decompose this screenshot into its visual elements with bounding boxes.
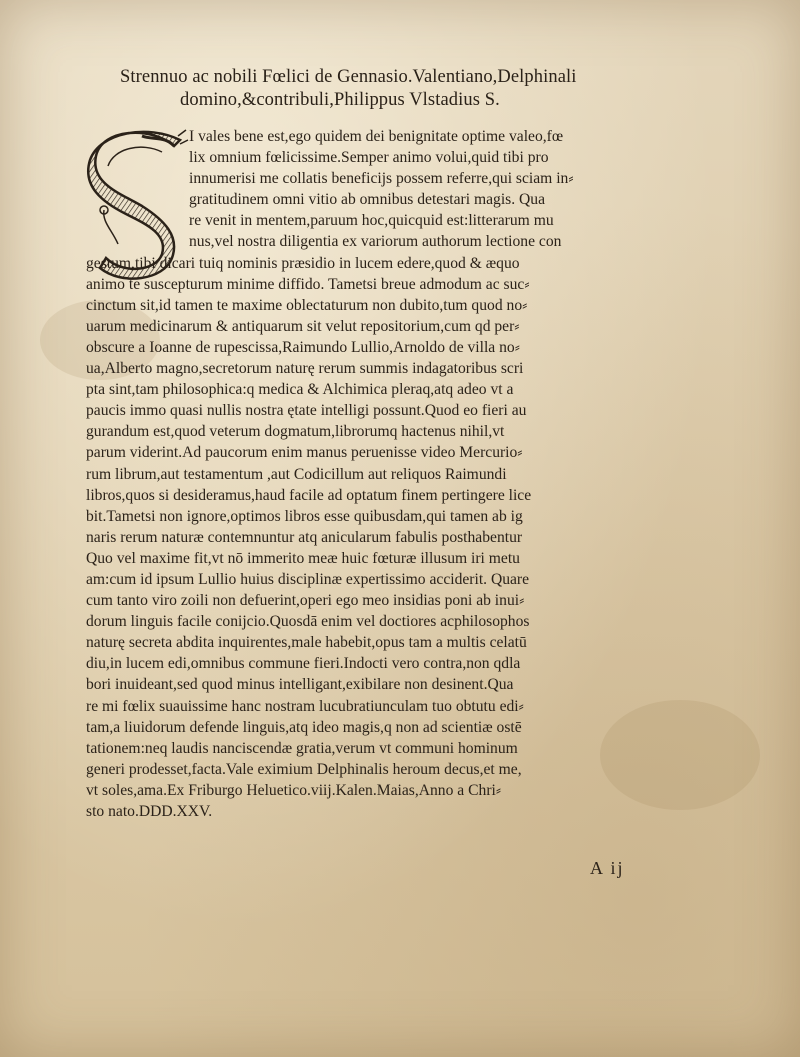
text-line: libros,quos si desideramus,haud facile ad optatum finem pertingere lice bbox=[86, 486, 532, 504]
text-line: ua,Alberto magno,secretorum naturę rerum summis indagatoribus scri bbox=[86, 360, 524, 378]
letter-body bbox=[86, 126, 686, 822]
text-line: am:cum id ipsum Lullio huius disciplinæ expertissimo acciderit. Quare bbox=[86, 570, 530, 588]
text-line: generi prodesset,facta.Vale eximium Delphinalis heroum decus,et me, bbox=[86, 760, 522, 778]
text-line: innumerisi me collatis beneficijs possem referre,qui sciam in⸗ bbox=[189, 170, 574, 188]
text-line: rum librum,aut testamentum ,aut Codicillum aut reliquos Raimundi bbox=[86, 465, 507, 483]
text-line: naturę secreta abdita inquirentes,male habebit,opus tam a multis celatū bbox=[86, 634, 527, 652]
text-line: gurandum est,quod veterum dogmatum,librorumq hactenus nihil,vt bbox=[86, 423, 505, 441]
text-line: gestum,tibi dicari tuiq nominis præsidio in lucem edere,quod & æquo bbox=[86, 254, 520, 272]
text-line: paucis immo quasi nullis nostra ętate intelligi possunt.Quod eo fieri au bbox=[86, 402, 527, 420]
text-line: I vales bene est,ego quidem dei benignitate optime valeo,fœ bbox=[189, 128, 564, 145]
text-line: gratitudinem omni vitio ab omnibus detestari magis. Qua bbox=[189, 191, 545, 209]
heading-line-1: Strennuo ac nobili Fœlici de Gennasio.Valentiano,Delphinali bbox=[120, 67, 577, 87]
text-line: cinctum sit,id tamen te maxime oblectaturum non dubito,tum quod no⸗ bbox=[86, 296, 528, 314]
signature-mark: A ij bbox=[590, 858, 625, 878]
text-line: tationem:neq laudis nanciscendæ gratia,verum vt communi hominum bbox=[86, 739, 518, 757]
text-line: nus,vel nostra diligentia ex variorum authorum lectione con bbox=[189, 233, 562, 251]
text-line: naris rerum naturæ contemnuntur atq anicularum fabulis posthabentur bbox=[86, 528, 523, 546]
text-line: vt soles,ama.Ex Friburgo Heluetico.viij.Kalen.Maias,Anno a Chri⸗ bbox=[86, 781, 502, 799]
text-line: obscure a Ioanne de rupescissa,Raimundo Lullio,Arnoldo de villa no⸗ bbox=[86, 338, 520, 356]
letter-heading bbox=[120, 66, 680, 112]
text-line: Quo vel maxime fit,vt nō immerito meæ huic fœturæ illusum iri metu bbox=[86, 549, 520, 567]
text-line: pta sint,tam philosophica:q medica & Alchimica pleraq,atq adeo vt a bbox=[86, 381, 514, 399]
text-line: tam,a liuidorum defende linguis,atq ideo magis,q non ad scientiæ ostē bbox=[86, 718, 522, 736]
text-line: bori inuideant,sed quod minus intelligant,exibilare non desinent.Qua bbox=[86, 676, 514, 694]
text-line: re mi fœlix suauissime hanc nostram lucubratiunculam tuo obtutu edi⸗ bbox=[86, 697, 524, 715]
text-line: lix omnium fœlicissime.Semper animo volui,quid tibi pro bbox=[189, 149, 549, 167]
text-line: dorum linguis facile conijcio.Quosdā enim vel doctiores acphilosophos bbox=[86, 613, 530, 631]
heading-line-2: domino,&contribuli,Philippus Vlstadius S. bbox=[180, 90, 500, 110]
text-line: diu,in lucem edi,omnibus commune fieri.Indocti vero contra,non qdla bbox=[86, 655, 521, 673]
text-line: uarum medicinarum & antiquarum sit velut repositorium,cum qd per⸗ bbox=[86, 317, 520, 335]
text-line: bit.Tametsi non ignore,optimos libros esse quibusdam,qui tamen ab ig bbox=[86, 507, 523, 525]
text-line: animo te suscepturum minime diffido. Tametsi breue admodum ac suc⸗ bbox=[86, 275, 530, 293]
text-line: sto nato.DDD.XXV. bbox=[86, 803, 213, 820]
text-line: re venit in mentem,paruum hoc,quicquid est:litterarum mu bbox=[189, 212, 554, 230]
text-line: cum tanto viro zoili non defuerint,operi ego meo insidias poni ab inui⸗ bbox=[86, 592, 525, 610]
text-line: parum viderint.Ad paucorum enim manus peruenisse video Mercurio⸗ bbox=[86, 444, 523, 462]
